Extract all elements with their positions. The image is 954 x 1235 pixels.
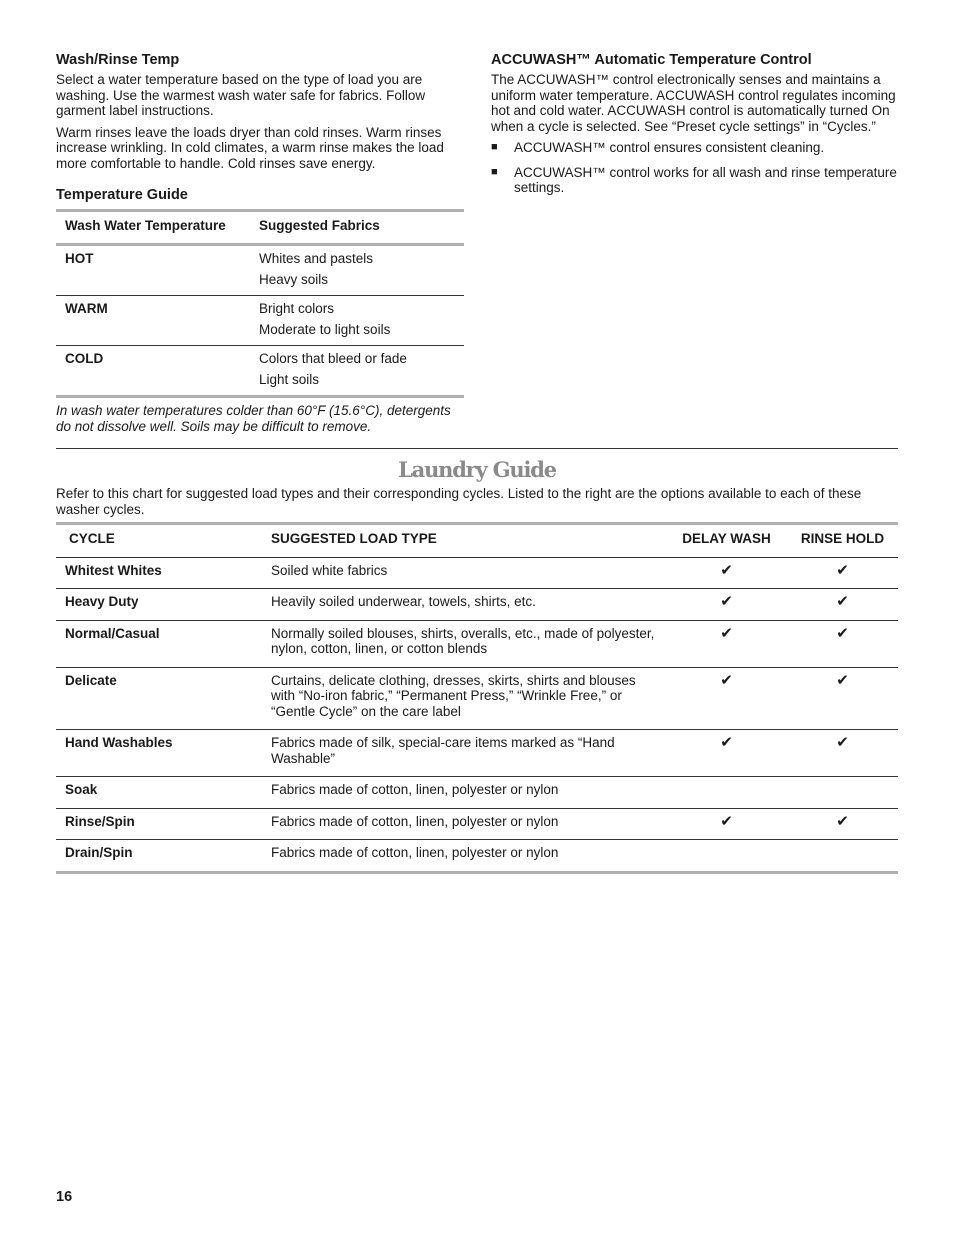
temperature-label: COLD [65, 350, 104, 366]
fabric-item: Colors that bleed or fade [259, 350, 407, 366]
accuwash-section [491, 52, 898, 205]
table-row [56, 730, 898, 777]
list-item [491, 165, 898, 196]
header-cycle: CYCLE [56, 524, 262, 558]
laundry-guide-intro: Refer to this chart for suggested load types and their corresponding cycles. Listed to the right are the options available to each of these washer cycles. [56, 486, 862, 517]
table-row [56, 589, 898, 621]
list-item [491, 140, 898, 156]
delay-wash-check-icon: ✔ [666, 730, 787, 777]
square-bullet-icon: ■ [491, 165, 498, 178]
fabric-item: Bright colors [259, 300, 335, 316]
table-row [56, 777, 898, 809]
temperature-guide-title: Temperature Guide [56, 187, 188, 203]
delay-wash-check-icon: ✔ [666, 808, 787, 840]
fabric-item: Light soils [259, 372, 320, 387]
cycle-name: Hand Washables [56, 730, 262, 777]
load-type: Fabrics made of silk, special-care items marked as “Hand Washable” [262, 730, 666, 777]
square-bullet-icon: ■ [491, 141, 498, 153]
header-rinse-hold: RINSE HOLD [787, 524, 898, 558]
temperature-label: HOT [56, 244, 250, 295]
cycle-name: Whitest Whites [56, 557, 262, 589]
fabric-item: Heavy soils [259, 272, 329, 287]
table-row [56, 620, 898, 667]
rinse-hold-check-icon: ✔ [787, 730, 898, 777]
accuwash-paragraph: The ACCUWASH™ control electronically senses and maintains a uniform water temperature. ACCUWASH control regulates incoming hot and cold water. ACCUWASH control is automatically turned On when a cycle is selected. See “Preset cycle settings” in “Cycles.” [491, 72, 896, 134]
load-type: Fabrics made of cotton, linen, polyester or nylon [262, 808, 666, 840]
cycle-name: Heavy Duty [56, 589, 262, 621]
rinse-hold-check-icon [787, 840, 898, 873]
fabric-item: Whites and pastels [259, 250, 374, 266]
temperature-table-header-row [56, 211, 464, 245]
delay-wash-check-icon [666, 777, 787, 809]
wash-rinse-title: Wash/Rinse Temp [56, 52, 180, 68]
cycle-name: Delicate [56, 667, 262, 730]
bullet-text: ACCUWASH™ control works for all wash and rinse temperature settings. [514, 164, 897, 195]
temperature-note: In wash water temperatures colder than 60°F (15.6°C), detergents do not dissolve well. Soils may be difficult to remove. [56, 402, 451, 434]
fabrics-cell [250, 345, 464, 396]
table-row [56, 667, 898, 730]
header-delay-wash: DELAY WASH [666, 524, 787, 558]
load-type: Heavily soiled underwear, towels, shirts, etc. [262, 589, 666, 621]
load-type: Curtains, delicate clothing, dresses, skirts, shirts and blouses with “No-iron fabric,” “Permanent Press,” “Wrinkle Free,” or “Gentle Cycle” on the care label [262, 667, 666, 730]
section-divider [56, 448, 898, 449]
delay-wash-check-icon: ✔ [666, 620, 787, 667]
temperature-row-warm [56, 295, 464, 345]
rinse-hold-check-icon [787, 777, 898, 809]
load-type: Soiled white fabrics [262, 557, 666, 589]
cycle-name: Soak [56, 777, 262, 809]
fabrics-cell [250, 295, 464, 345]
delay-wash-check-icon [666, 840, 787, 873]
load-type: Normally soiled blouses, shirts, overalls, etc., made of polyester, nylon, cotton, linen, or cotton blends [262, 620, 666, 667]
cycle-name: Rinse/Spin [56, 808, 262, 840]
cycle-name: Normal/Casual [56, 620, 262, 667]
rinse-hold-check-icon: ✔ [787, 808, 898, 840]
table-row [56, 808, 898, 840]
fabric-item: Moderate to light soils [259, 322, 391, 337]
wash-rinse-paragraph-2: Warm rinses leave the loads dryer than cold rinses. Warm rinses increase wrinkling. In cold climates, a warm rinse makes the load more comfortable to handle. Cold rinses save energy. [56, 124, 444, 171]
delay-wash-check-icon: ✔ [666, 589, 787, 621]
temperature-label: WARM [56, 295, 250, 345]
accuwash-bullet-list [491, 140, 898, 196]
load-type: Fabrics made of cotton, linen, polyester or nylon [262, 777, 666, 809]
table-row [56, 840, 898, 873]
page-number: 16 [56, 1189, 73, 1205]
table-row [56, 557, 898, 589]
wash-rinse-paragraph-1: Select a water temperature based on the type of load you are washing. Use the warmest wash water safe for fabrics. Follow garment label instructions. [56, 72, 426, 118]
temperature-row-cold [56, 345, 464, 396]
delay-wash-check-icon: ✔ [666, 557, 787, 589]
wash-rinse-section [56, 52, 464, 441]
rinse-hold-check-icon: ✔ [787, 620, 898, 667]
load-type: Fabrics made of cotton, linen, polyester or nylon [271, 845, 559, 860]
rinse-hold-check-icon: ✔ [787, 557, 898, 589]
accuwash-title: ACCUWASH™ Automatic Temperature Control [491, 52, 812, 68]
laundry-table-header-row [56, 524, 898, 558]
rinse-hold-check-icon: ✔ [787, 667, 898, 730]
delay-wash-check-icon: ✔ [666, 667, 787, 730]
laundry-guide-table-wrapper [56, 522, 898, 874]
cycle-name: Drain/Spin [65, 845, 133, 860]
temperature-guide-table [56, 209, 464, 398]
rinse-hold-check-icon: ✔ [787, 589, 898, 621]
laundry-guide-table [56, 522, 898, 874]
temperature-row-hot [56, 244, 464, 295]
laundry-guide-title: Laundry Guide [398, 457, 556, 482]
header-suggested-fabrics: Suggested Fabrics [250, 211, 464, 245]
header-suggested-load-type: SUGGESTED LOAD TYPE [262, 524, 666, 558]
header-wash-water-temperature: Wash Water Temperature [56, 211, 250, 245]
fabrics-cell [250, 244, 464, 295]
bullet-text: ACCUWASH™ control ensures consistent cleaning. [514, 140, 825, 155]
